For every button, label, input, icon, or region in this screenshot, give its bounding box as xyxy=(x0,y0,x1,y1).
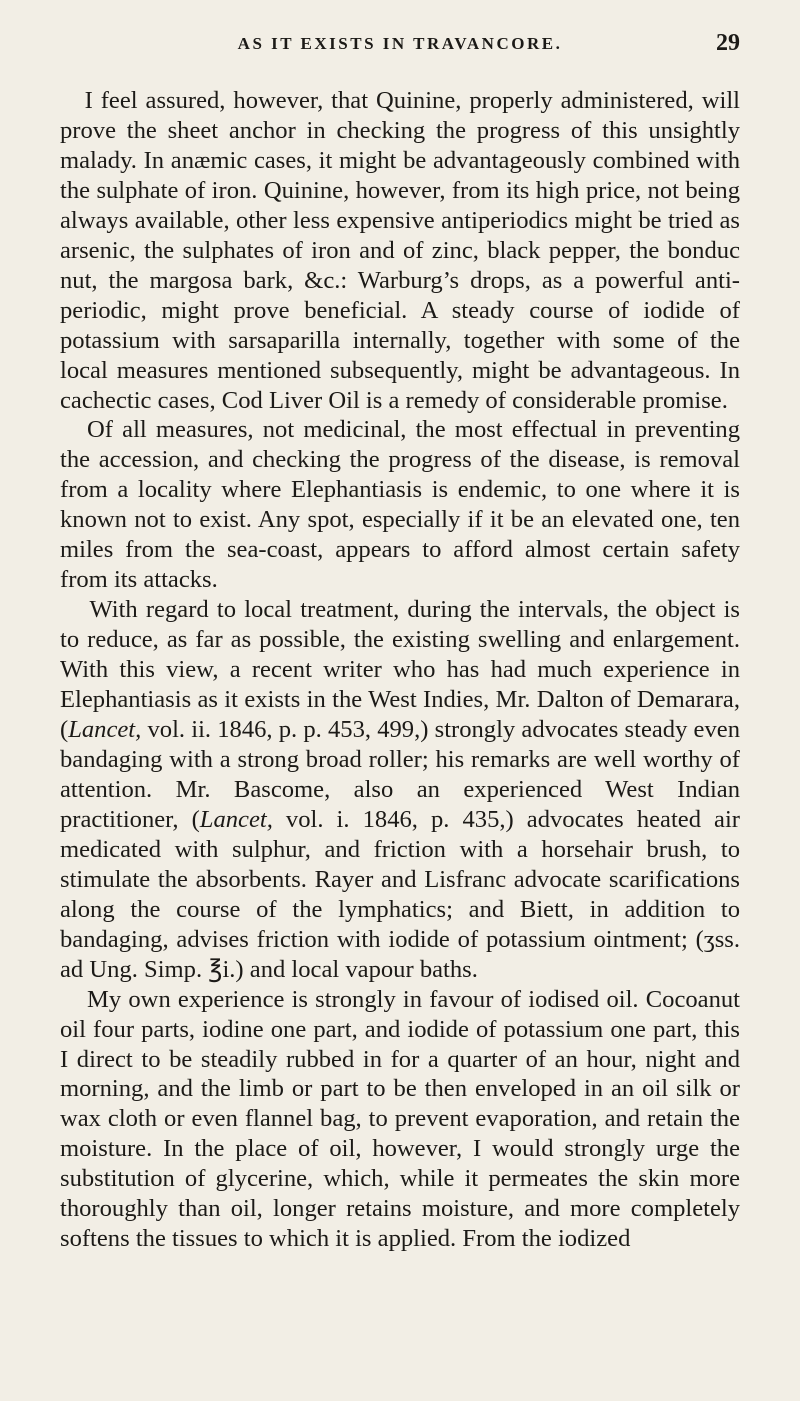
paragraph-local-treatment xyxy=(60,595,740,984)
running-head xyxy=(60,30,740,60)
running-title: AS IT EXISTS IN TRAVANCORE. xyxy=(237,34,563,53)
page-number: 29 xyxy=(716,30,740,56)
paragraph-local-treatment-part-1: With regard to local treatment, during the intervals, the object is to reduce, as far as possible, the existing swelling and enlargement. With this view, a recent writer who has had much experience in Elephantiasis as it exists in the West Indies, Mr. Dalton of Demarara, ( xyxy=(60,596,740,744)
paragraph-quinine: I feel assured, however, that Quinine, properly administered, will prove the sheet anchor in checking the progress of this unsightly malady. In anæmic cases, it might be advantageously combined with the sulphate of iron. Quinine, however, from its high price, not being always available, other less expensive antiperiodics might be tried as arsenic, the sulphates of iron and of zinc, black pepper, the bonduc nut, the margosa bark, &c.: Warburg’s drops, as a powerful antiperiodic, might prove beneficial. A steady course of iodide of potassium with sarsaparilla internally, together with some of the local measures mentioned subsequently, might be advantageous. In cachectic cases, Cod Liver Oil is a remedy of considerable promise. xyxy=(60,87,740,414)
paragraph-iodised-oil: My own experience is strongly in favour of iodised oil. Cocoanut oil four parts, iodine one part, and iodide of potassium one part, this I direct to be steadily rubbed in for a quarter of an hour, night and morning, and the limb or part to be then enveloped in an oil silk or wax cloth or even flannel bag, to prevent evaporation, and retain the moisture. In the place of oil, however, I would strongly urge the substitution of glycerine, which, while it permeates the skin more thoroughly than oil, longer retains moisture, and more completely softens the tissues to which it is applied. From the iodized xyxy=(60,985,740,1253)
lancet-citation-2: Lancet, xyxy=(199,805,273,833)
lancet-citation-1: Lancet, xyxy=(68,716,142,744)
body-text xyxy=(60,86,740,1254)
paragraph-local-treatment-part-2: vol. ii. 1846, p. p. 453, 499,) strongly advocates steady even bandaging with a strong broad roller; his remarks are well worthy of attention. Mr. Bascome, also an experienced West Indian practitioner, ( xyxy=(60,716,740,833)
paragraph-removal: Of all measures, not medicinal, the most effectual in preventing the accession, and checking the progress of the disease, is removal from a locality where Elephantiasis is endemic, to one where it is known not to exist. Any spot, especially if it be an elevated one, ten miles from the sea-coast, appears to afford almost certain safety from its attacks. xyxy=(60,416,740,594)
paragraph-local-treatment-part-3: vol. i. 1846, p. 435,) advocates heated air medicated with sulphur, and friction with a horsehair brush, to stimulate the absorbents. Rayer and Lisfranc advocate scarifications along the course of the lymphatics; and Biett, in addition to bandaging, advises friction with iodide of potassium ointment; (ʒss. ad Ung. Simp. ℥i.) and local vapour baths. xyxy=(60,805,740,983)
